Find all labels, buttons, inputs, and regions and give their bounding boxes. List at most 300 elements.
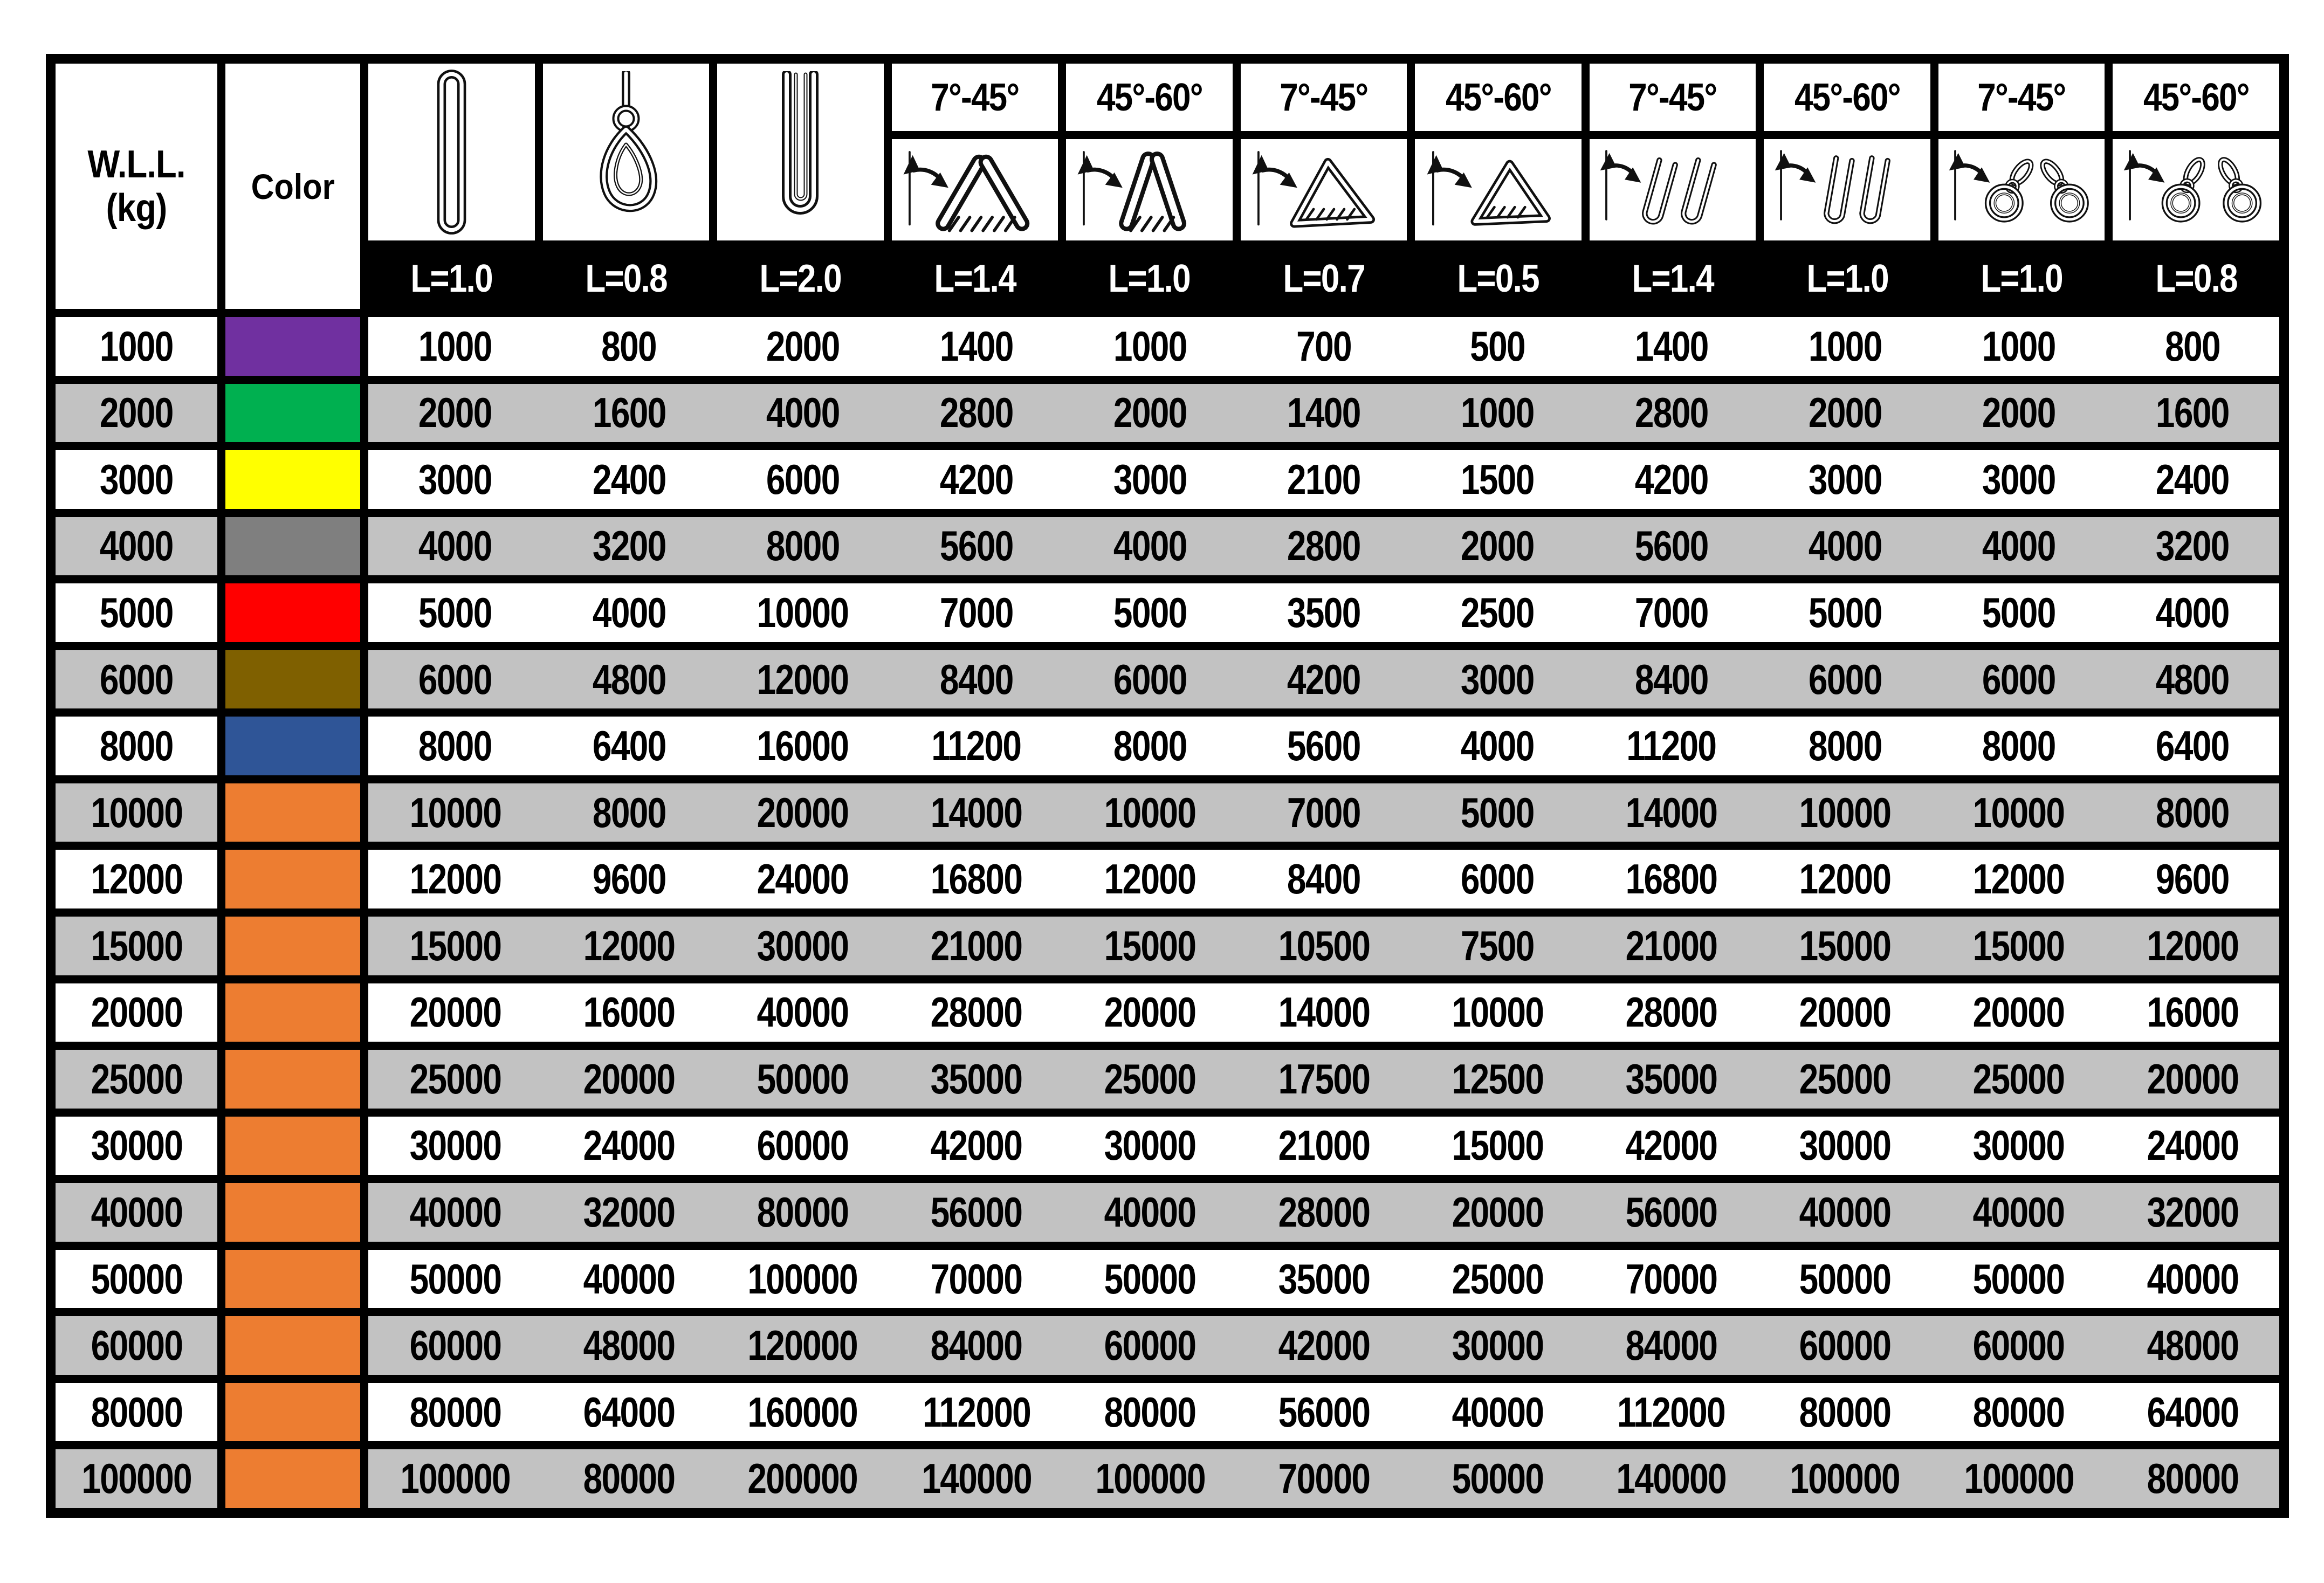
factor-cell-11: L=0.8 [2113, 249, 2279, 309]
load-value: 20000 [1104, 988, 1196, 1036]
load-value: 20000 [1799, 988, 1891, 1036]
load-value: 6000 [1461, 855, 1535, 903]
load-value: 42000 [1278, 1322, 1370, 1369]
load-chart-table [46, 54, 2289, 1518]
load-value: 12000 [583, 921, 675, 969]
load-value: 12000 [1799, 855, 1891, 903]
load-value: 5000 [1982, 588, 2055, 636]
load-value: 40000 [409, 1188, 501, 1236]
load-value: 4200 [1634, 455, 1708, 503]
color-swatch-orange [225, 1050, 360, 1109]
load-value: 8400 [1634, 655, 1708, 703]
header-icon-cell-two-leg-basket-steep [1066, 139, 1233, 240]
load-value: 15000 [409, 921, 501, 969]
load-value: 15000 [1799, 921, 1891, 969]
load-value: 140000 [1616, 1455, 1727, 1503]
load-value: 5000 [1461, 788, 1535, 836]
load-value: 100000 [1095, 1455, 1205, 1503]
wll-header-line2: (kg) [106, 186, 167, 230]
color-swatch-orange [225, 1183, 360, 1242]
load-value: 16000 [757, 722, 849, 770]
row-values-band [368, 1183, 2279, 1242]
basket-hitch-icon [765, 71, 835, 233]
load-value: 16000 [583, 988, 675, 1036]
load-value: 2000 [1808, 389, 1882, 437]
load-value: 15000 [1972, 921, 2065, 969]
load-value: 1500 [1461, 455, 1535, 503]
double-basket-steep-icon [1769, 143, 1926, 237]
header-icon-cell-double-choker [1938, 139, 2105, 240]
load-value: 20000 [2147, 1055, 2238, 1103]
load-value: 4200 [1287, 655, 1360, 703]
wll-value-cell: 25000 [56, 1050, 217, 1109]
load-value: 10000 [409, 788, 501, 836]
load-value: 1400 [939, 322, 1013, 370]
load-value: 10000 [1799, 788, 1891, 836]
load-value: 14000 [1625, 788, 1717, 836]
load-value: 64000 [583, 1388, 675, 1436]
load-value: 12000 [2147, 921, 2238, 969]
load-value: 14000 [930, 788, 1022, 836]
load-value: 42000 [930, 1121, 1022, 1169]
factor-cell-7: L=0.5 [1415, 249, 1582, 309]
load-value: 25000 [409, 1055, 501, 1103]
factor-cell-10: L=1.0 [1938, 249, 2105, 309]
load-value: 10500 [1278, 921, 1370, 969]
load-value: 6000 [1982, 655, 2055, 703]
load-value: 3000 [418, 455, 492, 503]
load-value: 2800 [1287, 522, 1360, 570]
load-value: 4200 [939, 455, 1013, 503]
load-value: 20000 [1972, 988, 2065, 1036]
load-value: 2000 [1982, 389, 2055, 437]
load-value: 4800 [592, 655, 666, 703]
load-value: 17500 [1278, 1055, 1370, 1103]
load-value: 12000 [757, 655, 849, 703]
load-value: 6000 [766, 455, 840, 503]
load-value: 25000 [1799, 1055, 1891, 1103]
row-values-band [368, 1050, 2279, 1109]
row-values-band [368, 983, 2279, 1042]
load-value: 14000 [1278, 988, 1370, 1036]
load-value: 30000 [1452, 1322, 1544, 1369]
load-value: 800 [2165, 322, 2220, 370]
load-value: 8000 [1982, 722, 2055, 770]
header-icon-cell-basket [717, 64, 884, 240]
load-value: 3000 [1982, 455, 2055, 503]
load-value: 1000 [1982, 322, 2055, 370]
color-header [225, 64, 360, 309]
load-value: 32000 [583, 1188, 675, 1236]
row-values-band [368, 1383, 2279, 1442]
load-value: 60000 [1972, 1322, 2065, 1369]
load-value: 9600 [2156, 855, 2229, 903]
load-value: 6000 [1113, 655, 1187, 703]
wll-value-cell: 60000 [56, 1316, 217, 1375]
load-value: 6400 [2156, 722, 2229, 770]
row-values-band [368, 917, 2279, 975]
load-value: 40000 [2147, 1255, 2238, 1303]
load-value: 7000 [1287, 788, 1360, 836]
load-value: 50000 [409, 1255, 501, 1303]
load-value: 30000 [1799, 1121, 1891, 1169]
angle-header-col4: 7°-45° [892, 64, 1058, 131]
load-value: 48000 [2147, 1322, 2238, 1369]
wll-value-cell: 100000 [56, 1449, 217, 1508]
header-icon-cell-vertical [368, 64, 535, 240]
color-swatch-orange [225, 783, 360, 842]
load-value: 80000 [583, 1455, 675, 1503]
load-value: 30000 [409, 1121, 501, 1169]
load-value: 4800 [2156, 655, 2229, 703]
load-value: 2400 [2156, 455, 2229, 503]
load-value: 5600 [1287, 722, 1360, 770]
row-values-band [368, 317, 2279, 376]
row-values-band [368, 583, 2279, 642]
color-header-label: Color [251, 166, 335, 207]
load-value: 5600 [1634, 522, 1708, 570]
angle-header-col7: 45°-60° [1415, 64, 1582, 131]
load-value: 8000 [2156, 788, 2229, 836]
load-value: 5000 [1808, 588, 1882, 636]
wll-value-cell: 2000 [56, 384, 217, 443]
row-values-band [368, 517, 2279, 576]
load-value: 7000 [939, 588, 1013, 636]
angle-header-col8: 7°-45° [1590, 64, 1756, 131]
wll-value-cell: 12000 [56, 850, 217, 908]
load-value: 84000 [930, 1322, 1022, 1369]
load-value: 28000 [1625, 988, 1717, 1036]
wll-value-cell: 10000 [56, 783, 217, 842]
factor-cell-1: L=1.0 [368, 249, 535, 309]
load-value: 100000 [1963, 1455, 2074, 1503]
load-value: 3000 [1808, 455, 1882, 503]
load-value: 8000 [1113, 722, 1187, 770]
load-value: 12000 [1104, 855, 1196, 903]
color-swatch-orange [225, 983, 360, 1042]
load-value: 35000 [930, 1055, 1022, 1103]
load-value: 1400 [1634, 322, 1708, 370]
load-value: 60000 [1799, 1322, 1891, 1369]
load-value: 100000 [1790, 1455, 1900, 1503]
row-values-band [368, 1117, 2279, 1175]
load-value: 2800 [939, 389, 1013, 437]
load-value: 21000 [930, 921, 1022, 969]
wll-value-cell: 40000 [56, 1183, 217, 1242]
load-value: 32000 [2147, 1188, 2238, 1236]
load-value: 4000 [1461, 722, 1535, 770]
factor-cell-4: L=1.4 [892, 249, 1058, 309]
load-value: 16000 [2147, 988, 2238, 1036]
load-value: 100000 [747, 1255, 858, 1303]
load-value: 84000 [1625, 1322, 1717, 1369]
load-value: 20000 [409, 988, 501, 1036]
choker-triangle-icon [1246, 143, 1402, 237]
load-value: 15000 [1452, 1121, 1544, 1169]
load-value: 8000 [1808, 722, 1882, 770]
wll-value-cell: 3000 [56, 450, 217, 509]
load-value: 2000 [1461, 522, 1535, 570]
angle-header-col10: 7°-45° [1938, 64, 2105, 131]
load-value: 1000 [1113, 322, 1187, 370]
color-swatch-blue [225, 717, 360, 775]
header-columns [368, 64, 2279, 309]
load-value: 25000 [1104, 1055, 1196, 1103]
load-value: 4000 [2156, 588, 2229, 636]
header-icon-cell-choker [543, 64, 710, 240]
load-value: 11200 [931, 722, 1021, 770]
load-value: 16800 [930, 855, 1022, 903]
load-value: 10000 [1104, 788, 1196, 836]
load-value: 80000 [757, 1188, 849, 1236]
load-value: 56000 [1278, 1388, 1370, 1436]
load-value: 24000 [2147, 1121, 2238, 1169]
load-value: 3000 [1113, 455, 1187, 503]
load-value: 25000 [1452, 1255, 1544, 1303]
angle-header-col9: 45°-60° [1764, 64, 1930, 131]
load-value: 56000 [930, 1188, 1022, 1236]
header-icon-cell-double-basket [1590, 139, 1756, 240]
row-values-band [368, 717, 2279, 775]
load-value: 40000 [1452, 1388, 1544, 1436]
load-value: 15000 [1104, 921, 1196, 969]
load-value: 8400 [1287, 855, 1360, 903]
load-value: 20000 [757, 788, 849, 836]
row-values-band [368, 1250, 2279, 1309]
load-value: 4000 [1808, 522, 1882, 570]
load-value: 35000 [1278, 1255, 1370, 1303]
load-value: 4000 [1113, 522, 1187, 570]
load-value: 48000 [583, 1322, 675, 1369]
header-icon-cell-two-leg-basket [892, 139, 1058, 240]
load-value: 12500 [1452, 1055, 1544, 1103]
load-value: 6400 [592, 722, 666, 770]
load-value: 16800 [1625, 855, 1717, 903]
factor-cell-6: L=0.7 [1241, 249, 1407, 309]
load-value: 3500 [1287, 588, 1360, 636]
load-value: 3200 [592, 522, 666, 570]
load-value: 60000 [1104, 1322, 1196, 1369]
color-swatch-orange [225, 1449, 360, 1508]
color-swatch-orange [225, 1250, 360, 1309]
load-value: 6000 [1808, 655, 1882, 703]
load-value: 50000 [1799, 1255, 1891, 1303]
load-value: 50000 [1972, 1255, 2065, 1303]
color-swatch-orange [225, 917, 360, 975]
load-value: 56000 [1625, 1188, 1717, 1236]
load-value: 30000 [757, 921, 849, 969]
load-value: 112000 [1617, 1388, 1725, 1436]
wll-value-cell: 20000 [56, 983, 217, 1042]
load-value: 10000 [757, 588, 849, 636]
color-swatch-orange [225, 1316, 360, 1375]
load-value: 40000 [1972, 1188, 2065, 1236]
header-icon-cell-double-choker-steep [2113, 139, 2279, 240]
load-value: 60000 [409, 1322, 501, 1369]
load-value: 2500 [1461, 588, 1535, 636]
factor-cell-2: L=0.8 [543, 249, 710, 309]
factor-cell-3: L=2.0 [717, 249, 884, 309]
load-value: 50000 [1104, 1255, 1196, 1303]
factor-cell-9: L=1.0 [1764, 249, 1930, 309]
load-value: 28000 [930, 988, 1022, 1036]
load-value: 64000 [2147, 1388, 2238, 1436]
header-icon-cell-choker-triangle [1241, 139, 1407, 240]
load-value: 3200 [2156, 522, 2229, 570]
load-value: 11200 [1626, 722, 1716, 770]
load-value: 40000 [583, 1255, 675, 1303]
load-value: 5600 [939, 522, 1013, 570]
load-value: 4000 [418, 522, 492, 570]
load-value: 24000 [583, 1121, 675, 1169]
color-swatch-orange [225, 850, 360, 908]
load-value: 60000 [757, 1121, 849, 1169]
row-values-band [368, 650, 2279, 709]
load-value: 500 [1470, 322, 1525, 370]
wll-header-line1: W.L.L. [87, 142, 185, 186]
load-value: 10000 [1452, 988, 1544, 1036]
double-choker-icon [1943, 143, 2100, 237]
load-value: 30000 [1972, 1121, 2065, 1169]
load-value: 80000 [1104, 1388, 1196, 1436]
load-value: 80000 [409, 1388, 501, 1436]
color-swatch-red [225, 583, 360, 642]
load-value: 2000 [766, 322, 840, 370]
load-value: 20000 [583, 1055, 675, 1103]
wll-value-cell: 30000 [56, 1117, 217, 1175]
angle-header-col6: 7°-45° [1241, 64, 1407, 131]
color-swatch-purple [225, 317, 360, 376]
load-value: 12000 [1972, 855, 2065, 903]
header-icon-cell-choker-triangle-steep [1415, 139, 1582, 240]
load-value: 5000 [1113, 588, 1187, 636]
wll-value-cell: 4000 [56, 517, 217, 576]
factor-cell-8: L=1.4 [1590, 249, 1756, 309]
load-value: 7000 [1634, 588, 1708, 636]
load-value: 40000 [757, 988, 849, 1036]
load-value: 50000 [757, 1055, 849, 1103]
load-value: 80000 [2147, 1455, 2238, 1503]
vertical-sling-icon [426, 68, 477, 236]
load-value: 1000 [418, 322, 492, 370]
choker-hitch-icon [586, 71, 666, 233]
wll-value-cell: 8000 [56, 717, 217, 775]
load-value: 1000 [1461, 389, 1535, 437]
load-value: 70000 [1278, 1455, 1370, 1503]
load-value: 12000 [409, 855, 501, 903]
double-basket-icon [1594, 143, 1751, 237]
load-value: 42000 [1625, 1121, 1717, 1169]
load-value: 25000 [1972, 1055, 2065, 1103]
load-value: 6000 [418, 655, 492, 703]
wll-value-cell: 5000 [56, 583, 217, 642]
load-value: 200000 [747, 1455, 858, 1503]
wll-value-cell: 6000 [56, 650, 217, 709]
row-values-band [368, 1316, 2279, 1375]
load-value: 2400 [592, 455, 666, 503]
load-value: 1000 [1808, 322, 1882, 370]
load-value: 2800 [1634, 389, 1708, 437]
load-value: 4000 [1982, 522, 2055, 570]
load-value: 2000 [1113, 389, 1187, 437]
load-value: 800 [601, 322, 657, 370]
load-value: 21000 [1278, 1121, 1370, 1169]
load-value: 120000 [747, 1322, 858, 1369]
wll-value-cell: 15000 [56, 917, 217, 975]
load-value: 4000 [766, 389, 840, 437]
load-value: 5000 [418, 588, 492, 636]
angle-header-col11: 45°-60° [2113, 64, 2279, 131]
color-swatch-orange [225, 1383, 360, 1442]
load-value: 50000 [1452, 1455, 1544, 1503]
header-icon-cell-double-basket-steep [1764, 139, 1930, 240]
color-swatch-gray [225, 517, 360, 576]
two-leg-basket-icon [897, 143, 1053, 237]
row-values-band [368, 450, 2279, 509]
load-value: 8000 [766, 522, 840, 570]
load-value: 3000 [1461, 655, 1535, 703]
wll-header [56, 64, 217, 309]
load-value: 4000 [592, 588, 666, 636]
color-swatch-brown [225, 650, 360, 709]
load-value: 112000 [922, 1388, 1030, 1436]
angle-header-col5: 45°-60° [1066, 64, 1233, 131]
load-value: 140000 [921, 1455, 1032, 1503]
color-swatch-green [225, 384, 360, 443]
two-leg-basket-steep-icon [1071, 143, 1227, 237]
load-value: 80000 [1799, 1388, 1891, 1436]
color-swatch-orange [225, 1117, 360, 1175]
load-value: 21000 [1625, 921, 1717, 969]
row-values-band [368, 384, 2279, 443]
choker-triangle-steep-icon [1420, 143, 1577, 237]
wll-value-cell: 1000 [56, 317, 217, 376]
wll-value-cell: 80000 [56, 1383, 217, 1442]
load-value: 2100 [1287, 455, 1360, 503]
load-value: 70000 [1625, 1255, 1717, 1303]
load-value: 700 [1296, 322, 1351, 370]
load-value: 2000 [418, 389, 492, 437]
load-value: 40000 [1104, 1188, 1196, 1236]
load-value: 8000 [418, 722, 492, 770]
load-value: 35000 [1625, 1055, 1717, 1103]
factor-cell-5: L=1.0 [1066, 249, 1233, 309]
load-value: 1600 [2156, 389, 2229, 437]
load-value: 1400 [1287, 389, 1360, 437]
load-value: 7500 [1461, 921, 1535, 969]
load-value: 10000 [1972, 788, 2065, 836]
load-value: 8000 [592, 788, 666, 836]
load-value: 80000 [1972, 1388, 2065, 1436]
load-value: 20000 [1452, 1188, 1544, 1236]
load-value: 40000 [1799, 1188, 1891, 1236]
row-values-band [368, 783, 2279, 842]
load-value: 1600 [592, 389, 666, 437]
wll-value-cell: 50000 [56, 1250, 217, 1309]
load-value: 28000 [1278, 1188, 1370, 1236]
load-value: 24000 [757, 855, 849, 903]
load-value: 9600 [592, 855, 666, 903]
double-choker-steep-icon [2118, 143, 2274, 237]
row-values-band [368, 850, 2279, 908]
load-value: 160000 [747, 1388, 858, 1436]
load-value: 8400 [939, 655, 1013, 703]
color-swatch-yellow [225, 450, 360, 509]
load-value: 70000 [930, 1255, 1022, 1303]
load-value: 30000 [1104, 1121, 1196, 1169]
load-value: 100000 [400, 1455, 510, 1503]
row-values-band [368, 1449, 2279, 1508]
